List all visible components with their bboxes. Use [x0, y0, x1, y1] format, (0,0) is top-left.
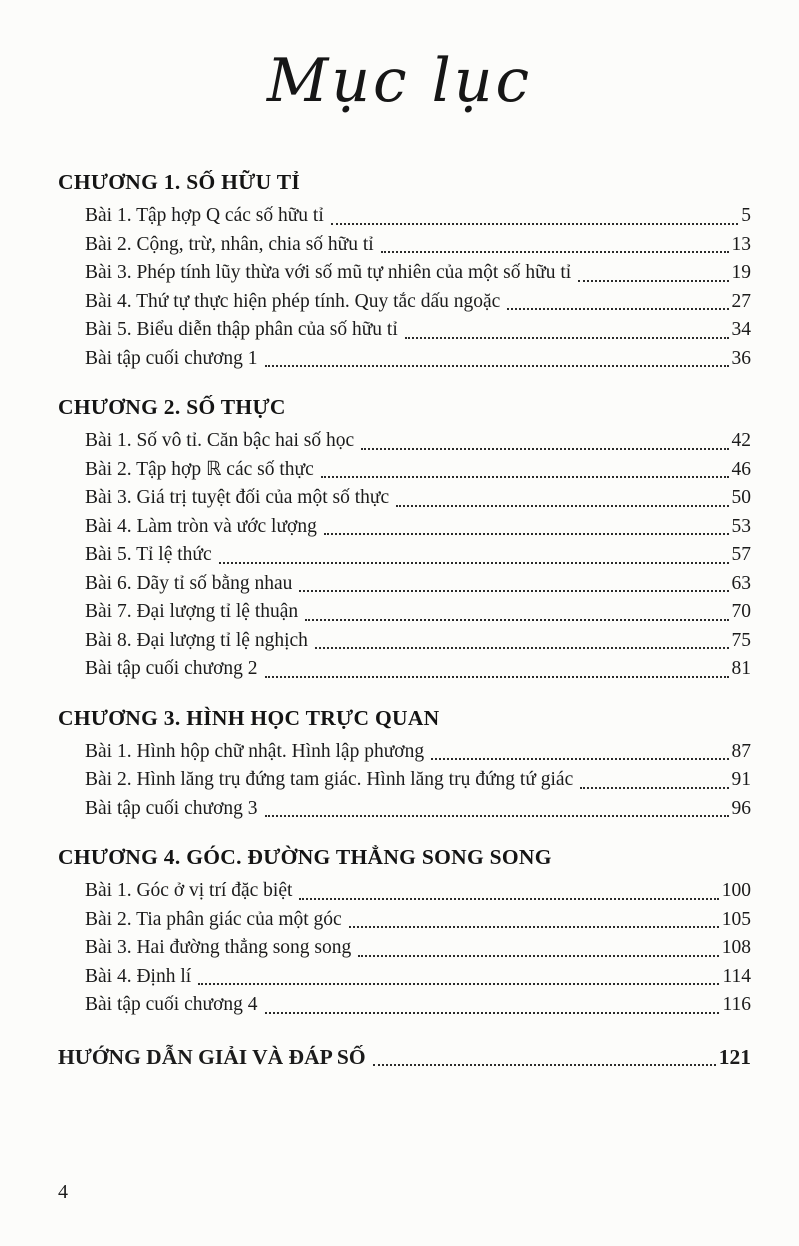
toc-section — [58, 395, 751, 684]
dot-leader — [373, 1064, 716, 1066]
entry-page-number: 19 — [731, 262, 751, 283]
dot-leader — [265, 1012, 720, 1014]
entry-title: Bài 2. Hình lăng trụ đứng tam giác. Hình lăng trụ đứng tứ giác — [85, 769, 574, 790]
toc-entry — [58, 655, 751, 684]
entry-title: HƯỚNG DẪN GIẢI VÀ ĐÁP SỐ — [58, 1044, 366, 1069]
page-title: Mục lục — [266, 46, 533, 116]
dot-leader — [507, 308, 728, 310]
toc-entry — [58, 627, 751, 656]
toc-sections — [58, 170, 751, 1020]
toc-entry — [58, 766, 751, 795]
dot-leader — [299, 590, 728, 592]
entry-page-number: 5 — [741, 205, 751, 226]
entry-page-number: 81 — [731, 658, 751, 679]
table-of-contents — [0, 170, 799, 1072]
dot-leader — [321, 476, 729, 478]
entry-page-number: 42 — [731, 430, 751, 451]
dot-leader — [396, 505, 728, 507]
dot-leader — [265, 815, 729, 817]
book-page — [0, 46, 799, 1246]
toc-section — [58, 845, 751, 1020]
dot-leader — [349, 926, 719, 928]
toc-section — [58, 706, 751, 824]
entry-title: Bài 7. Đại lượng tỉ lệ thuận — [85, 601, 299, 622]
entry-title: Bài tập cuối chương 2 — [85, 658, 258, 679]
chapter-heading: CHƯƠNG 3. HÌNH HỌC TRỰC QUAN — [58, 705, 440, 730]
entry-title: Bài 4. Định lí — [85, 965, 192, 987]
toc-entry — [58, 541, 751, 570]
entry-page-number: 108 — [721, 937, 751, 958]
toc-entry — [58, 202, 751, 231]
toc-entry — [58, 738, 751, 767]
entry-page-number: 121 — [718, 1044, 751, 1069]
entry-title: Bài 2. Cộng, trừ, nhân, chia số hữu tỉ — [85, 233, 374, 255]
toc-entry — [58, 795, 751, 824]
entry-title: Bài 1. Góc ở vị trí đặc biệt — [85, 880, 293, 901]
entry-title: Bài 2. Tập hợp ℝ các số thực — [85, 458, 314, 480]
entry-page-number: 34 — [731, 319, 751, 340]
dot-leader — [299, 898, 718, 900]
entry-title: Bài 1. Số vô tỉ. Căn bậc hai số học — [85, 430, 355, 451]
entry-page-number: 36 — [731, 347, 751, 369]
entry-page-number: 75 — [731, 629, 751, 651]
entry-page-number: 13 — [731, 233, 751, 255]
dot-leader — [331, 223, 738, 225]
page-number: 4 — [58, 1181, 68, 1203]
toc-entry — [58, 288, 751, 317]
dot-leader — [198, 983, 719, 985]
entry-page-number: 96 — [731, 797, 751, 819]
dot-leader — [361, 448, 728, 450]
toc-entry — [58, 963, 751, 992]
entry-page-number: 46 — [731, 458, 751, 480]
entry-title: Bài tập cuối chương 3 — [85, 797, 258, 819]
entry-page-number: 27 — [731, 290, 751, 312]
entry-title: Bài 5. Biểu diễn thập phân của số hữu tỉ — [85, 319, 398, 340]
dot-leader — [305, 619, 728, 621]
dot-leader — [580, 787, 728, 789]
toc-entry — [58, 513, 751, 542]
dot-leader — [315, 647, 729, 649]
chapter-heading: CHƯƠNG 4. GÓC. ĐƯỜNG THẲNG SONG SONG — [58, 845, 552, 869]
entry-page-number: 91 — [731, 769, 751, 790]
chapter-heading: CHƯƠNG 2. SỐ THỰC — [58, 395, 286, 419]
entry-page-number: 87 — [731, 740, 751, 762]
dot-leader — [431, 758, 728, 760]
entry-page-number: 70 — [731, 601, 751, 622]
entry-page-number: 50 — [731, 487, 751, 508]
entry-title: Bài 4. Làm tròn và ước lượng — [85, 515, 317, 537]
toc-entry — [58, 231, 751, 260]
toc-entry — [58, 345, 751, 374]
toc-entry — [58, 259, 751, 288]
dot-leader — [358, 955, 719, 957]
entry-title: Bài 1. Tập hợp Q các số hữu tỉ — [85, 205, 324, 226]
toc-entry — [58, 906, 751, 935]
entry-title: Bài 5. Tỉ lệ thức — [85, 544, 212, 565]
dot-leader — [405, 337, 729, 339]
entry-title: Bài 2. Tia phân giác của một góc — [85, 908, 342, 930]
entry-page-number: 53 — [731, 515, 751, 537]
entry-title: Bài tập cuối chương 4 — [85, 994, 258, 1015]
dot-leader — [265, 676, 729, 678]
entry-title: Bài 3. Giá trị tuyệt đối của một số thực — [85, 487, 390, 508]
toc-entry — [58, 598, 751, 627]
toc-entry — [58, 484, 751, 513]
entry-page-number: 63 — [731, 572, 751, 594]
entry-title: Bài 3. Phép tính lũy thừa với số mũ tự nhiên của một số hữu tỉ — [85, 262, 572, 283]
entry-page-number: 57 — [731, 544, 751, 565]
entry-title: Bài 1. Hình hộp chữ nhật. Hình lập phương — [85, 740, 425, 762]
entry-title: Bài 4. Thứ tự thực hiện phép tính. Quy tắc dấu ngoặc — [85, 290, 501, 312]
entry-title: Bài 8. Đại lượng tỉ lệ nghịch — [85, 629, 308, 651]
toc-entry-final — [58, 1042, 751, 1072]
entry-title: Bài 6. Dãy tỉ số bằng nhau — [85, 572, 293, 594]
toc-entry — [58, 570, 751, 599]
dot-leader — [219, 562, 729, 564]
entry-page-number: 100 — [721, 880, 751, 901]
entry-title: Bài 3. Hai đường thẳng song song — [85, 937, 352, 958]
dot-leader — [578, 280, 728, 282]
dot-leader — [324, 533, 729, 535]
toc-entry — [58, 877, 751, 906]
entry-title: Bài tập cuối chương 1 — [85, 347, 258, 369]
entry-page-number: 116 — [722, 994, 751, 1015]
dot-leader — [381, 251, 729, 253]
toc-section — [58, 170, 751, 373]
chapter-heading: CHƯƠNG 1. SỐ HỮU TỈ — [58, 170, 301, 194]
toc-entry — [58, 316, 751, 345]
toc-entry — [58, 991, 751, 1020]
toc-entry — [58, 456, 751, 485]
toc-entry — [58, 427, 751, 456]
dot-leader — [265, 365, 729, 367]
entry-page-number: 105 — [721, 908, 751, 930]
entry-page-number: 114 — [722, 965, 751, 987]
toc-entry — [58, 934, 751, 963]
